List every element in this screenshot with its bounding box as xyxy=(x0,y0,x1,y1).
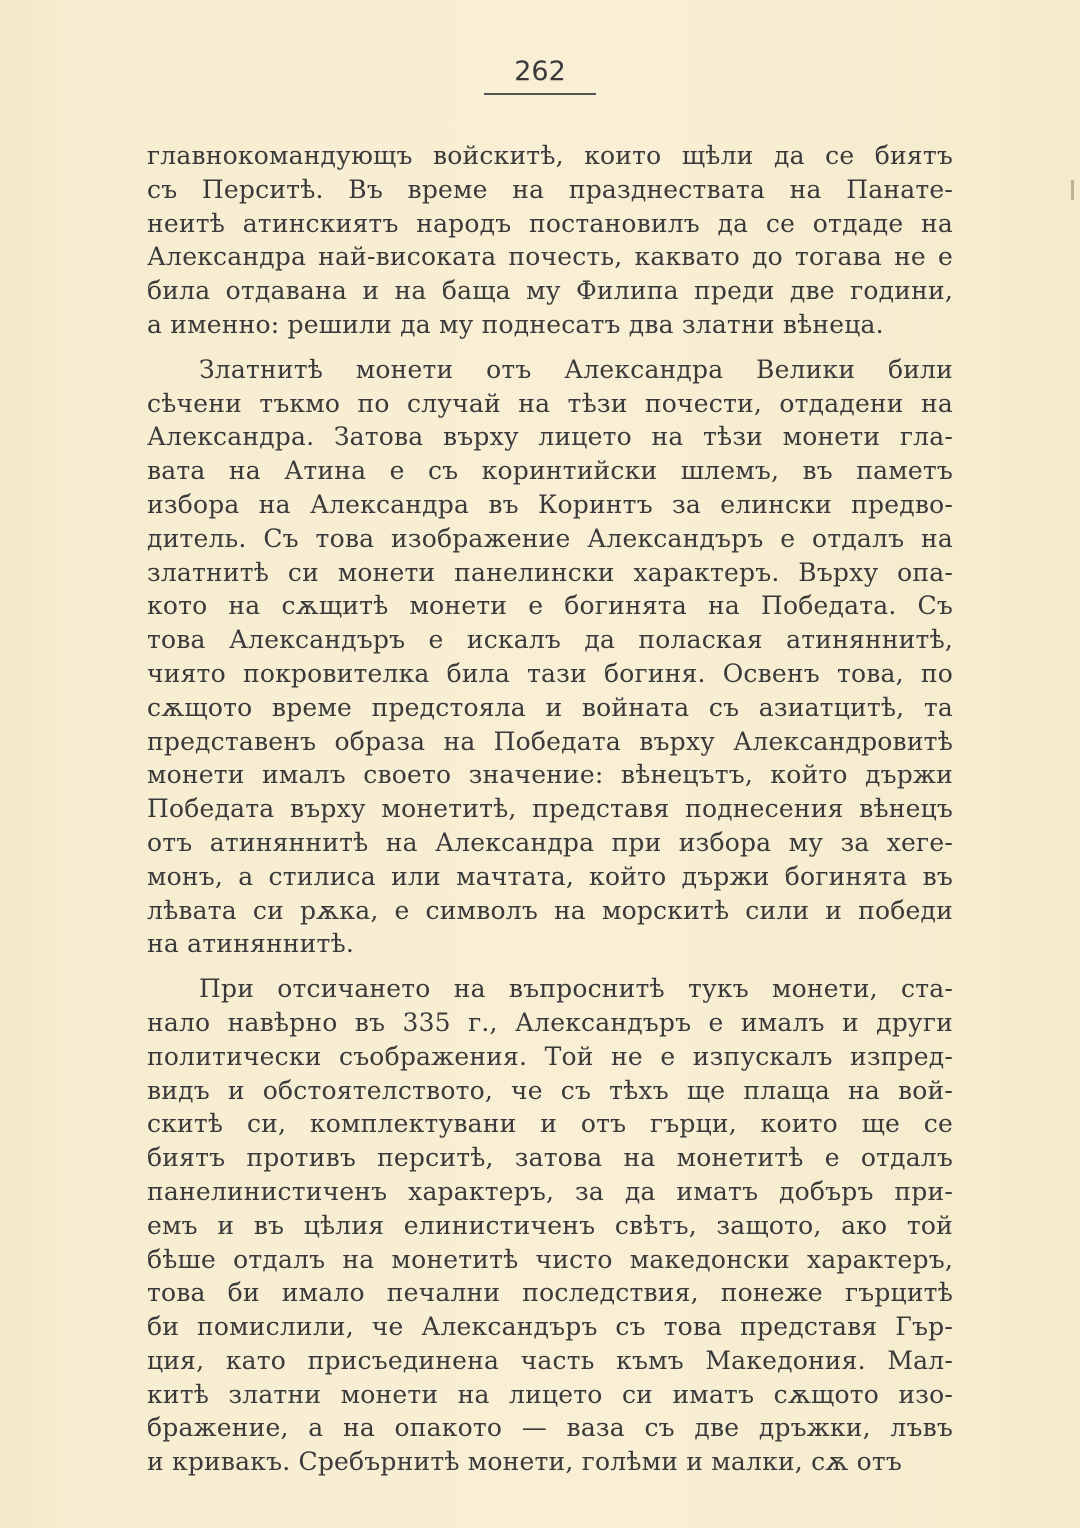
text-line: това Александъръ е искалъ да полаская атиняннитѣ, xyxy=(147,625,953,655)
text-line: отъ атиняннитѣ на Александра при избора му за хеге- xyxy=(147,827,953,857)
text-line: кото на сѫщитѣ монети е богинята на Победата. Съ xyxy=(147,591,953,621)
text-line: вата на Атина е съ коринтийски шлемъ, въ паметъ xyxy=(147,456,953,486)
text-line: биятъ противъ перситѣ, затова на монетитѣ е отдалъ xyxy=(147,1143,953,1173)
text-line: съ Перситѣ. Въ време на празднествата на Панате- xyxy=(147,174,953,204)
text-line: била отдавана и на баща му Филипа преди две години, xyxy=(147,276,953,306)
text-line: емъ и въ цѣлия елинистиченъ свѣтъ, защото, ако той xyxy=(147,1210,953,1240)
text-line: неитѣ атинскиятъ народъ постановилъ да се отдаде на xyxy=(147,208,953,238)
text-line: Александра най-високата почесть, каквато до тогава не е xyxy=(147,242,953,272)
text-line: бражение, а на опакото — ваза съ две дръжки, лъвъ xyxy=(147,1413,953,1443)
text-line: представенъ образа на Победата върху Александровитѣ xyxy=(147,726,953,756)
text-line: При отсичането на въпроснитѣ тукъ монети, ста- xyxy=(199,974,953,1004)
text-line: нало навѣрно въ 335 г., Александъръ е ималъ и други xyxy=(147,1007,953,1037)
text-line: сѣчени тъкмо по случай на тѣзи почести, отдадени на xyxy=(147,388,953,418)
text-line: и кривакъ. Сребърнитѣ монети, голѣми и малки, сѫ отъ xyxy=(147,1447,903,1477)
text-line: Александра. Затова върху лицето на тѣзи монети гла- xyxy=(147,422,953,452)
text-line: бѣше отдалъ на монетитѣ чисто македонски характеръ, xyxy=(147,1244,953,1274)
text-line: монети ималъ своето значение: вѣнецътъ, който държи xyxy=(147,760,953,790)
page-edge-mark xyxy=(1071,180,1074,200)
text-line: Победата върху монетитѣ, представя поднесения вѣнецъ xyxy=(147,794,953,824)
text-line: избора на Александра въ Коринтъ за елински предво- xyxy=(147,489,953,519)
text-line: главнокомандующъ войскитѣ, които щѣли да се биятъ xyxy=(147,141,953,170)
text-line: би помислили, че Александъръ съ това представя Гър- xyxy=(147,1312,953,1342)
text-line: скитѣ си, комплектувани и отъ гърци, които ще се xyxy=(147,1109,953,1139)
text-line: видъ и обстоятелството, че съ тѣхъ ще плаща на вой- xyxy=(147,1075,953,1105)
text-line: а именно: решили да му поднесатъ два златни вѣнеца. xyxy=(147,309,884,339)
paragraph xyxy=(147,353,953,961)
page-number: 262 xyxy=(484,56,596,95)
text-line: Златнитѣ монети отъ Александра Велики били xyxy=(199,354,953,384)
text-line: китѣ златни монети на лицето си иматъ сѫщото изо- xyxy=(147,1379,953,1409)
text-body xyxy=(147,139,953,1479)
text-line: монъ, а стилиса или мачтата, който държи богинята въ xyxy=(147,861,953,891)
text-line: златнитѣ си монети панелински характеръ. Върху опа- xyxy=(147,557,953,587)
text-line: ция, като присъединена часть къмъ Македония. Мал- xyxy=(147,1345,953,1375)
text-line: политически съображения. Той не е изпускалъ изпред- xyxy=(147,1041,953,1071)
text-line: сѫщото време предстояла и войната съ азиатцитѣ, та xyxy=(147,692,953,722)
paragraph xyxy=(147,972,953,1479)
text-line: чиято покровителка била тази богиня. Освенъ това, по xyxy=(147,658,953,688)
page-header xyxy=(0,56,1080,95)
text-line: панелинистиченъ характеръ, за да иматъ добъръ при- xyxy=(147,1176,953,1206)
text-line: на атиняннитѣ. xyxy=(147,929,354,959)
text-line: лѣвата си рѫка, е символъ на морскитѣ сили и победи xyxy=(147,895,953,925)
text-line: това би имало печални последствия, понеже гърцитѣ xyxy=(147,1278,953,1308)
paragraph xyxy=(147,139,953,342)
text-line: дитель. Съ това изображение Александъръ е отдалъ на xyxy=(147,523,953,553)
